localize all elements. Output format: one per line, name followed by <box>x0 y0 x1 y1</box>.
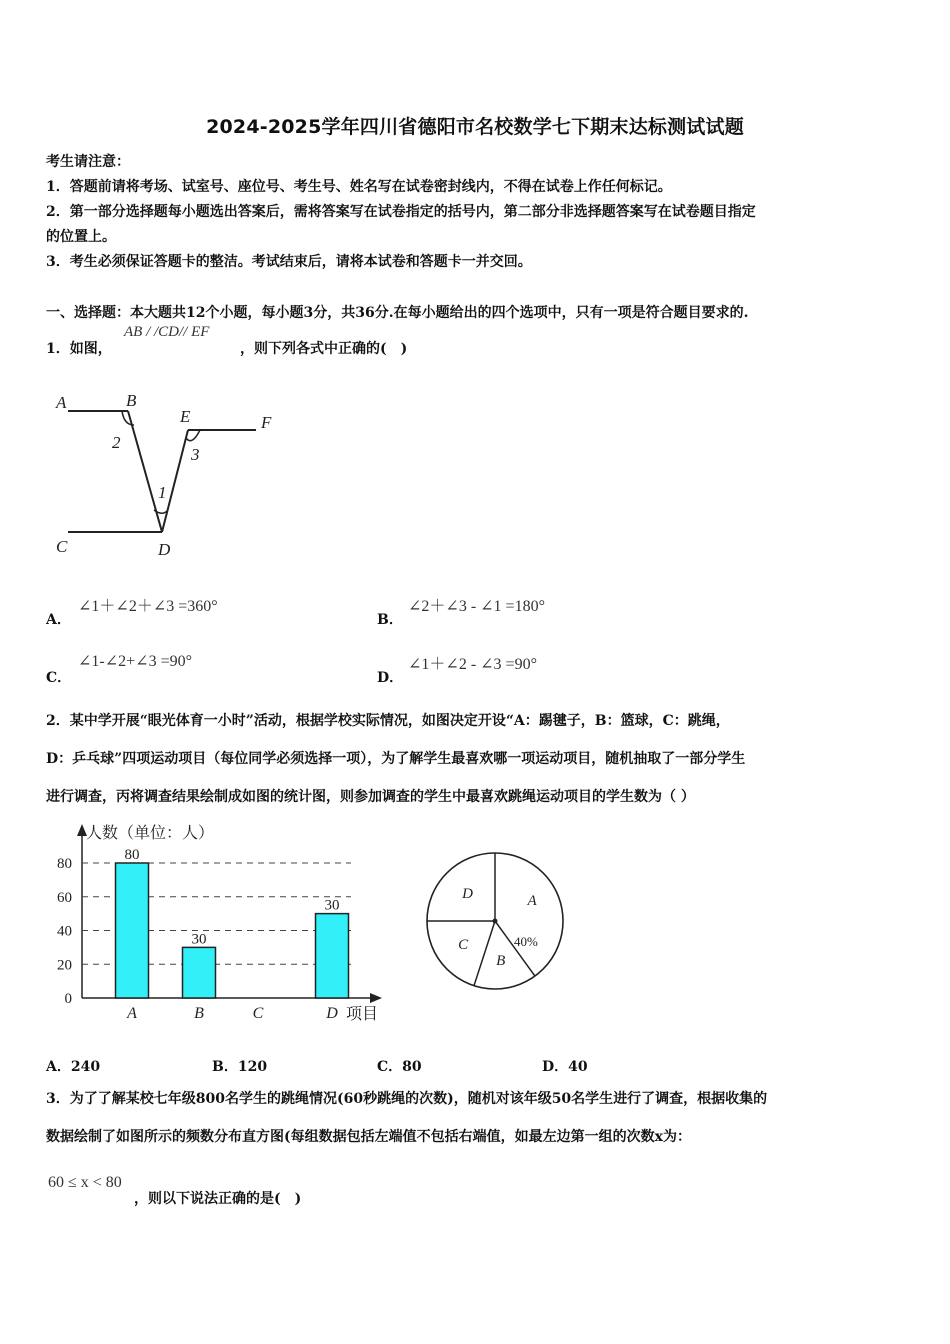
y-tick-label: 60 <box>57 889 72 906</box>
q1-option-d-label: D． <box>377 670 404 686</box>
q2-line: 2．某中学开展“眼光体育一小时”活动，根据学校实际情况，如图决定开设“A：踢毽子，B：篮球，C：跳绳， <box>46 713 730 729</box>
y-tick-label: 80 <box>57 856 72 872</box>
q2-option-a: A．240 <box>46 1059 101 1075</box>
x-axis-title: 项目 <box>346 1006 379 1023</box>
q1-number: 1．如图， <box>46 341 112 357</box>
data-label: 80 <box>124 847 140 863</box>
q1-option-a: ∠1＋∠2＋∠3 =360° <box>78 598 218 615</box>
notice-item: 的位置上。 <box>46 229 116 245</box>
q1-option-c: ∠1-∠2+∠3 =90° <box>78 653 192 670</box>
bar-A <box>116 863 149 998</box>
notice-item: 3．考生必须保证答题卡的整洁。考试结束后，请将本试卷和答题卡一并交回。 <box>46 254 532 270</box>
pie-chart <box>418 846 578 996</box>
y-tick-label: 40 <box>57 923 72 940</box>
y-tick-label: 0 <box>64 991 72 1007</box>
label-D: D <box>158 540 171 559</box>
label-F: F <box>261 413 272 432</box>
pie-annotation-a: 40% <box>514 934 538 949</box>
q1-option-b: ∠2＋∠3 - ∠1 =180° <box>408 598 545 615</box>
q2-option-d: D．40 <box>542 1059 588 1075</box>
section-heading: 一、选择题：本大题共12个小题，每小题3分，共36分.在每小题给出的四个选项中，只有一项是符合题目要求的. <box>46 305 749 321</box>
notice-heading: 考生请注意： <box>46 154 130 170</box>
x-tick-label: B <box>194 1005 204 1022</box>
bar-D <box>316 914 349 998</box>
q2-line: D：乒乓球”四项运动项目（每位同学必须选择一项），为了解学生最喜欢哪一项运动项目，随机抽取了一部分学生 <box>46 751 746 767</box>
pie-label-A: A <box>527 892 537 909</box>
q1-option-b-label: B． <box>377 612 403 628</box>
angle-2: 2 <box>112 433 121 452</box>
notice-item: 2．第一部分选择题每小题选出答案后，需将答案写在试卷指定的括号内，第二部分非选择题答案写在试卷题目指定 <box>46 204 756 220</box>
y-axis-title: 人数（单位：人） <box>86 825 215 842</box>
exam-title: 2024-2025学年四川省德阳市名校数学七下期末达标测试试题 <box>206 116 744 138</box>
q1-option-d: ∠1＋∠2 - ∠3 =90° <box>408 656 537 673</box>
q3-line: 3．为了了解某校七年级800名学生的跳绳情况(60秒跳绳的次数)，随机对该年级50名学生进行了调查，根据收集的 <box>46 1091 768 1107</box>
q1-condition: AB / /CD// EF <box>124 324 210 340</box>
angle-1: 1 <box>158 483 167 502</box>
pie-label-B: B <box>496 952 506 969</box>
notice-item: 1．答题前请将考场、试室号、座位号、考生号、姓名写在试卷密封线内，不得在试卷上作任何标记。 <box>46 179 672 195</box>
q1-question: ，则下列各式中正确的( ) <box>240 341 408 357</box>
q1-option-c-label: C． <box>46 670 72 686</box>
label-C: C <box>56 537 68 556</box>
pie-label-C: C <box>458 937 469 954</box>
pie-center <box>493 919 498 924</box>
x-tick-label: C <box>252 1005 264 1022</box>
data-label: 30 <box>324 897 340 914</box>
q2-option-c: C．80 <box>377 1059 422 1075</box>
q2-option-b: B．120 <box>212 1059 268 1075</box>
y-tick-label: 20 <box>57 957 72 974</box>
angle-3: 3 <box>191 445 200 464</box>
x-tick-label: D <box>326 1005 338 1022</box>
data-label: 30 <box>191 931 207 948</box>
bar-B <box>183 947 216 998</box>
pie-label-D: D <box>462 886 473 903</box>
label-B: B <box>126 391 137 410</box>
q1-figure <box>46 380 286 570</box>
bar-chart <box>46 818 396 1028</box>
q1-option-a-label: A． <box>46 612 71 628</box>
label-E: E <box>180 407 191 426</box>
q3-question: ，则以下说法正确的是( ) <box>134 1191 302 1207</box>
x-tick-label: A <box>127 1005 137 1022</box>
label-A: A <box>56 393 67 412</box>
q3-inequality: 60 ≤ x < 80 <box>48 1174 122 1191</box>
q3-line: 数据绘制了如图所示的频数分布直方图(每组数据包括左端值不包括右端值，如最左边第一组的次数x为： <box>46 1129 691 1145</box>
q2-line: 进行调查，丙将调查结果绘制成如图的统计图，则参加调查的学生中最喜欢跳绳运动项目的学生数为（ ） <box>46 789 695 805</box>
